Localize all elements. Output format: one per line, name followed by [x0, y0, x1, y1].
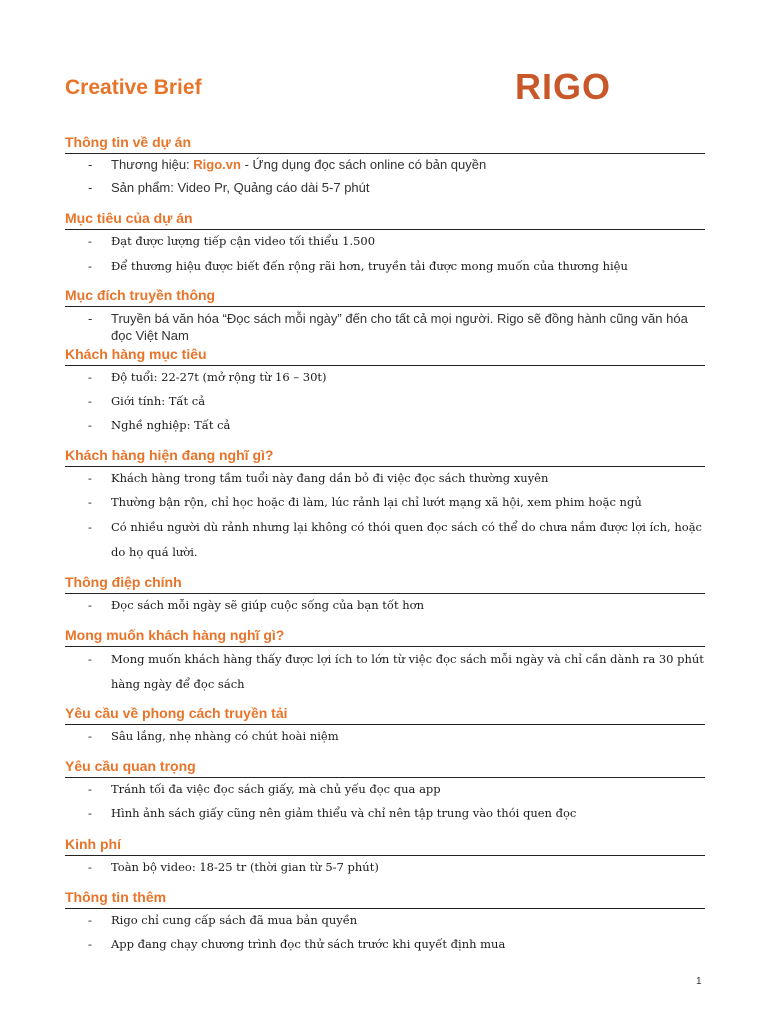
item-text: Đọc sách mỗi ngày sẽ giúp cuộc sống của bạn tốt hơn	[111, 598, 424, 612]
list-item	[65, 177, 705, 198]
item-text: Sâu lắng, nhẹ nhàng có chút hoài niệm	[111, 729, 339, 743]
item-text: Tránh tối đa việc đọc sách giấy, mà chủ yếu đọc qua app	[111, 782, 441, 796]
section-heading: Yêu cầu quan trọng	[65, 758, 705, 778]
section-key-message	[65, 574, 705, 616]
item-text: App đang chạy chương trình đọc thử sách trước khi quyết định mua	[111, 937, 506, 951]
item-text: Hình ảnh sách giấy cũng nên giảm thiểu và chỉ nên tập trung vào thói quen đọc	[111, 806, 577, 820]
list-item	[65, 154, 705, 175]
item-prefix: Thương hiệu:	[111, 157, 194, 172]
bullet-dash: -	[88, 311, 93, 326]
bullet-dash: -	[88, 913, 92, 927]
section-target-customers	[65, 346, 705, 436]
list-item	[65, 933, 705, 955]
item-suffix: - Ứng dụng đọc sách online có bản quyền	[240, 157, 487, 172]
item-text: Thường bận rộn, chỉ học hoặc đi làm, lúc rảnh lại chỉ lướt mạng xã hội, xem phim hoặc ngủ	[111, 495, 642, 509]
list-item	[65, 802, 705, 824]
item-text: Có nhiều người dù rảnh nhưng lại không có thói quen đọc sách có thể do chưa nắm được lợi ích, hoặc do họ quá lười.	[111, 520, 702, 559]
list-item	[65, 491, 705, 513]
section-project-info	[65, 134, 705, 198]
section-heading: Thông tin về dự án	[65, 134, 705, 154]
section-project-goal	[65, 210, 705, 279]
bullet-dash: -	[88, 729, 92, 743]
item-text: Đạt được lượng tiếp cận video tối thiểu 1.500	[111, 234, 376, 248]
item-text: Mong muốn khách hàng thấy được lợi ích to lớn từ việc đọc sách mỗi ngày và chỉ cần dành ra 30 phút hàng ngày để đọc sách	[111, 652, 704, 691]
list-item	[65, 230, 705, 252]
bullet-dash: -	[88, 180, 93, 195]
item-text: Giới tính: Tất cả	[111, 394, 206, 408]
section-style-requirements	[65, 705, 705, 747]
item-text: Sản phẩm: Video Pr, Quảng cáo dài 5-7 phút	[111, 180, 370, 195]
list-item	[65, 594, 705, 616]
section-heading: Mục tiêu của dự án	[65, 210, 705, 230]
list-item	[65, 390, 705, 412]
list-item	[65, 778, 705, 800]
bullet-dash: -	[88, 471, 92, 485]
section-communication-purpose	[65, 287, 705, 344]
list-item	[65, 725, 705, 747]
bullet-dash: -	[88, 418, 92, 432]
bullet-dash: -	[88, 259, 92, 273]
section-heading: Kinh phí	[65, 836, 705, 856]
item-text: Truyền bá văn hóa “Đọc sách mỗi ngày” đến cho tất cả mọi người. Rigo sẽ đồng hành cũng văn hóa đọc Việt Nam	[111, 311, 688, 343]
bullet-dash: -	[88, 520, 92, 534]
list-item	[65, 909, 705, 931]
section-important-requirements	[65, 758, 705, 824]
list-item	[65, 254, 705, 279]
item-text: Để thương hiệu được biết đến rộng rãi hơn, truyền tải được mong muốn của thương hiệu	[111, 259, 628, 273]
section-desired-thinking	[65, 627, 705, 697]
bullet-dash: -	[88, 394, 92, 408]
bullet-dash: -	[88, 937, 92, 951]
bullet-dash: -	[88, 652, 92, 666]
brand-name: Rigo.vn	[193, 157, 241, 172]
page-number: 1	[696, 976, 702, 987]
item-text: Nghề nghiệp: Tất cả	[111, 418, 231, 432]
list-item	[65, 307, 705, 344]
section-heading: Thông điệp chính	[65, 574, 705, 594]
list-item	[65, 414, 705, 436]
bullet-dash: -	[88, 598, 92, 612]
section-heading: Khách hàng mục tiêu	[65, 346, 705, 366]
bullet-dash: -	[88, 860, 92, 874]
bullet-dash: -	[88, 234, 92, 248]
section-budget	[65, 836, 705, 878]
section-heading: Khách hàng hiện đang nghĩ gì?	[65, 447, 705, 467]
item-text: Độ tuổi: 22-27t (mở rộng từ 16 – 30t)	[111, 370, 327, 384]
bullet-dash: -	[88, 806, 92, 820]
item-text: Khách hàng trong tầm tuổi này đang dần bỏ đi việc đọc sách thường xuyên	[111, 471, 549, 485]
bullet-dash: -	[88, 370, 92, 384]
list-item	[65, 366, 705, 388]
bullet-dash: -	[88, 495, 92, 509]
section-heading: Mong muốn khách hàng nghĩ gì?	[65, 627, 705, 647]
bullet-dash: -	[88, 782, 92, 796]
list-item	[65, 647, 705, 697]
list-item	[65, 467, 705, 489]
list-item	[65, 856, 705, 878]
document-title: Creative Brief	[65, 76, 202, 99]
section-heading: Mục đích truyền thông	[65, 287, 705, 307]
section-heading: Yêu cầu về phong cách truyền tải	[65, 705, 705, 725]
section-additional-info	[65, 889, 705, 955]
item-text: Toàn bộ video: 18-25 tr (thời gian từ 5-7 phút)	[111, 860, 379, 874]
list-item	[65, 515, 705, 565]
section-heading: Thông tin thêm	[65, 889, 705, 909]
item-text: Rigo chỉ cung cấp sách đã mua bản quyền	[111, 913, 358, 927]
bullet-dash: -	[88, 157, 93, 172]
rigo-logo: RIGO	[515, 66, 612, 107]
section-customer-thinking	[65, 447, 705, 565]
